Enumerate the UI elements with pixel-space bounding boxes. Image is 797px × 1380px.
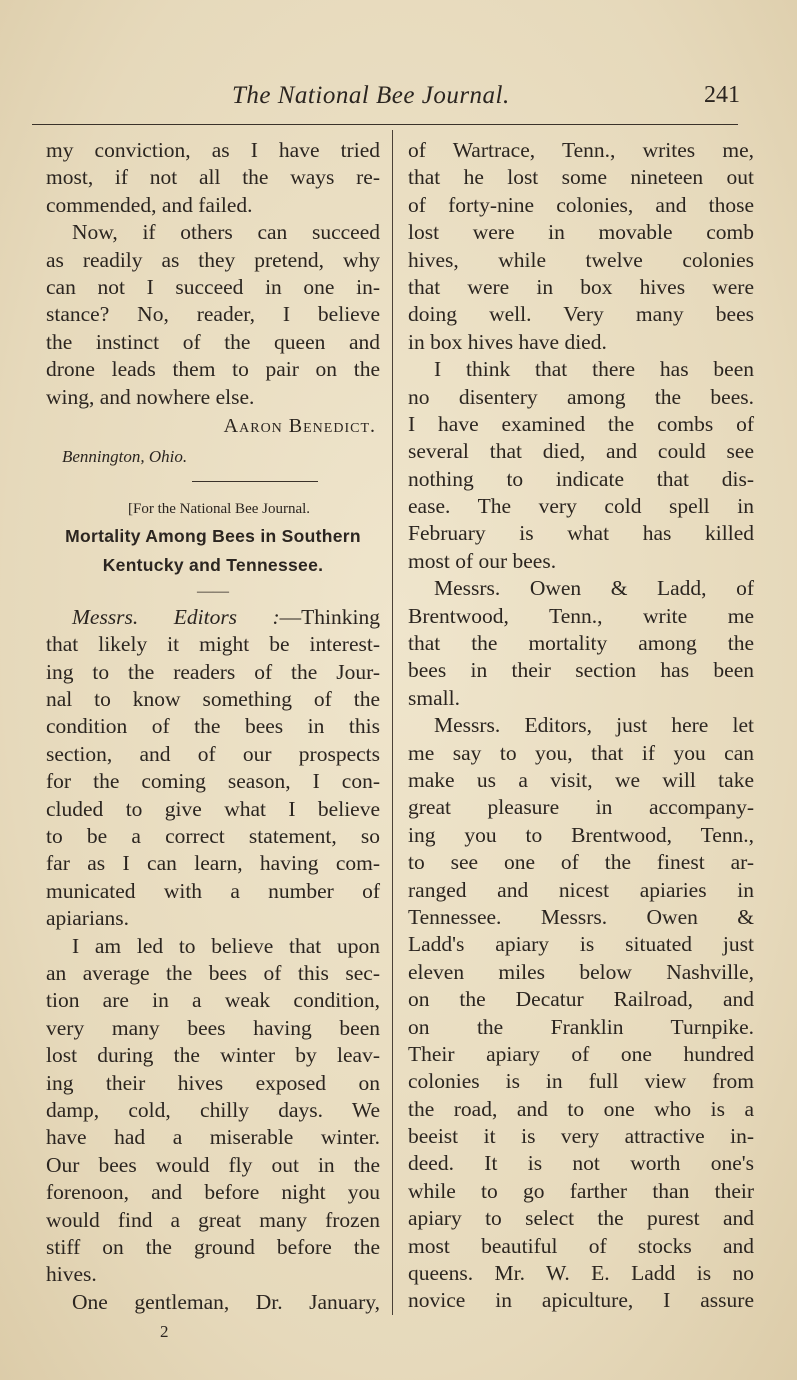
text-line: beeist it is very attractive in- [408, 1124, 754, 1149]
text-line: that likely it might be interest- [46, 632, 380, 657]
paragraph-thinking [46, 604, 380, 933]
heading-separator: —— [197, 582, 229, 600]
text-line [46, 604, 380, 631]
text-line: for the coming season, I con- [46, 769, 380, 794]
paragraph-conviction [46, 137, 380, 219]
text-line: in box hives have died. [408, 329, 607, 354]
text-line: Our bees would fly out in the [46, 1152, 380, 1177]
header-rule [32, 124, 738, 125]
text-line: novice in apiculture, I assure [408, 1288, 754, 1313]
text-line: commended, and failed. [46, 192, 253, 217]
salutation: Messrs. Editors : [72, 604, 280, 629]
text-line: to be a correct statement, so [46, 824, 380, 849]
text-line: small. [408, 685, 460, 710]
text-line: stance? No, reader, I believe [46, 302, 380, 327]
text-line: condition of the bees in this [46, 714, 380, 739]
text-line: nothing to indicate that dis- [408, 466, 754, 491]
text-line: deed. It is not worth one's [408, 1151, 754, 1176]
text-line: of Wartrace, Tenn., writes me, [408, 138, 754, 162]
text-line: of forty-nine colonies, and those [408, 192, 754, 217]
text-line: most beautiful of stocks and [408, 1233, 754, 1258]
text-line: no disentery among the bees. [408, 384, 754, 409]
text-line: Their apiary of one hundred [408, 1041, 754, 1066]
right-column [408, 137, 754, 1315]
article-heading-line-1: Mortality Among Bees in Southern [65, 525, 361, 546]
text-line: nal to know something of the [46, 687, 380, 712]
text-line: forenoon, and before night you [46, 1180, 380, 1205]
paragraph-one-gentleman [46, 1289, 380, 1316]
text-line: while to go farther than their [408, 1178, 754, 1203]
text-line: as readily as they pretend, why [46, 247, 380, 272]
text-line: Brentwood, Tenn., write me [408, 603, 754, 628]
text-line: Now, if others can succeed [72, 220, 380, 245]
text-line: my conviction, as I have tried [46, 138, 380, 162]
text-line: I have examined the combs of [408, 411, 754, 436]
text-line: ranged and nicest apiaries in [408, 877, 754, 902]
text-line: ing their hives exposed on [46, 1070, 380, 1095]
text-line: tion are in a weak condition, [46, 988, 380, 1013]
text-line: wing, and nowhere else. [46, 384, 255, 409]
text-line: to see one of the finest ar- [408, 850, 754, 875]
left-column [46, 137, 380, 1316]
column-rule [392, 130, 393, 1315]
text-line: most, if not all the ways re- [46, 165, 380, 190]
text-line: doing well. Very many bees [408, 302, 754, 327]
text-line: ing to the readers of the Jour- [46, 659, 380, 684]
text-line: the road, and to one who is a [408, 1096, 754, 1121]
text-line: far as I can learn, having com- [46, 851, 380, 876]
author-place: Bennington, Ohio. [62, 446, 188, 466]
text-line: very many bees having been [46, 1015, 380, 1040]
text-line: that were in box hives were [408, 274, 754, 299]
paragraph-disentery [408, 356, 754, 575]
text-line: municated with a number of [46, 878, 380, 903]
text-line: February is what has killed [408, 521, 754, 546]
text-line: cluded to give what I believe [46, 796, 380, 821]
text-line: Messrs. Editors, just here let [434, 713, 754, 738]
paragraph-wartrace [408, 137, 754, 356]
text-line: make us a visit, we will take [408, 767, 754, 792]
text-line: on the Decatur Railroad, and [408, 987, 754, 1012]
running-head [0, 80, 797, 114]
text-line: queens. Mr. W. E. Ladd is no [408, 1261, 754, 1286]
text-line: One gentleman, Dr. January, [72, 1289, 380, 1314]
text-line: stiff on the ground before the [46, 1234, 380, 1259]
page-number: 241 [704, 82, 740, 108]
text-line: hives. [46, 1262, 97, 1287]
salutation-rest: —Thinking [279, 604, 380, 629]
section-rule [192, 481, 318, 482]
text-line: would find a great many frozen [46, 1207, 380, 1232]
article-heading-line-2: Kentucky and Tennessee. [102, 554, 324, 575]
text-line: Ladd's apiary is situated just [408, 932, 754, 957]
text-line: Tennessee. Messrs. Owen & [408, 904, 754, 929]
text-line: on the Franklin Turnpike. [408, 1014, 754, 1039]
text-line: section, and of our prospects [46, 741, 380, 766]
paragraph-owen-ladd [408, 575, 754, 712]
text-line: the instinct of the queen and [46, 329, 380, 354]
text-line: several that died, and could see [408, 439, 754, 464]
text-line: bees in their section has been [408, 658, 754, 683]
author-signature: Aaron Benedict. [223, 414, 376, 437]
text-line: can not I succeed in one in- [46, 274, 380, 299]
text-line: great pleasure in accompany- [408, 795, 754, 820]
paragraph-now-if-others [46, 219, 380, 411]
text-line: have had a miserable winter. [46, 1125, 380, 1150]
text-line: damp, cold, chilly days. We [46, 1097, 380, 1122]
text-line: I think that there has been [434, 357, 754, 382]
paragraph-visit [408, 712, 754, 1315]
text-line: an average the bees of this sec- [46, 960, 380, 985]
text-line: apiary to select the purest and [408, 1206, 754, 1231]
text-line: drone leads them to pair on the [46, 357, 380, 382]
text-line: Messrs. Owen & Ladd, of [434, 576, 754, 601]
running-title: The National Bee Journal. [232, 82, 510, 109]
text-line: hives, while twelve colonies [408, 247, 754, 272]
text-line: eleven miles below Nashville, [408, 959, 754, 984]
text-line: me say to you, that if you can [408, 740, 754, 765]
text-line: ease. The very cold spell in [408, 494, 754, 519]
paragraph-led-to-believe [46, 933, 380, 1289]
text-line: that he lost some nineteen out [408, 165, 754, 190]
text-line: most of our bees. [408, 548, 557, 573]
text-line: I am led to believe that upon [72, 933, 380, 958]
text-line: that the mortality among the [408, 631, 754, 656]
text-line: lost during the winter by leav- [46, 1043, 380, 1068]
text-line: lost were in movable comb [408, 220, 754, 245]
source-credit: [For the National Bee Journal. [128, 500, 311, 517]
text-line: colonies is in full view from [408, 1069, 754, 1094]
signature-mark: 2 [160, 1322, 169, 1341]
text-line: apiarians. [46, 906, 129, 931]
text-line: ing you to Brentwood, Tenn., [408, 822, 754, 847]
